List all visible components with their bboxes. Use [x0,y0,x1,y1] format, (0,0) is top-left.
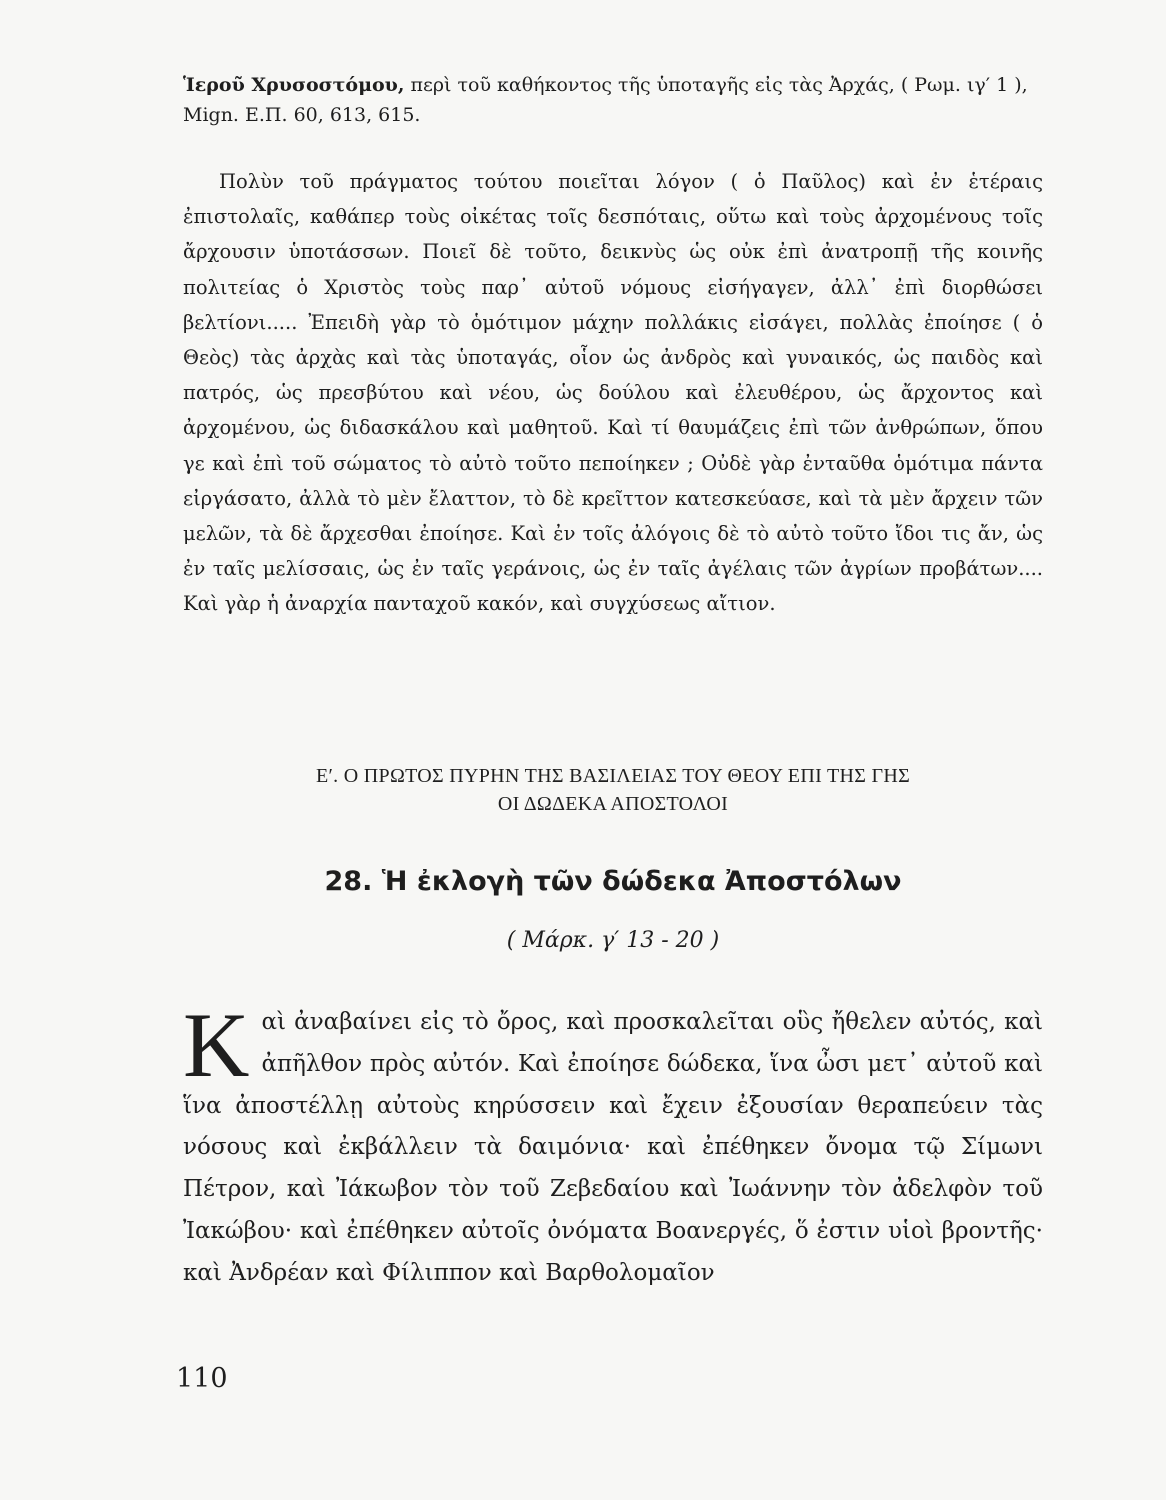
chapter-title: 28. Ἡ ἐκλογὴ τῶν δώδεκα Ἀποστόλων [324,866,902,897]
drop-cap: Κ [183,994,250,1096]
chapter-reference: ( Μάρκ. γ′ 13 - 20 ) [506,928,720,953]
scripture-body: αὶ ἀναβαίνει εἰς τὸ ὄρος, καὶ προσκαλεῖται οὓς ἤθελεν αὐτός, καὶ ἀπῆλθον πρὸς αὐτόν. Καὶ ἐποίησε δώδεκα, ἵνα ὦσι μετ᾽ αὐτοῦ καὶ ἵνα ἀποστέλλῃ αὐτοὺς κηρύσσειν καὶ ἔχειν ἐξουσίαν θεραπεύειν τὰς νόσους καὶ ἐκβάλλειν τὰ δαιμόνια· καὶ ἐπέθηκεν ὄνομα τῷ Σίμωνι Πέτρον, καὶ Ἰάκωβον τὸν τοῦ Ζεβεδαίου καὶ Ἰωάννην τὸν ἀδελφὸν τοῦ Ἰακώβου· καὶ ἐπέθηκεν αὐτοῖς ὀνόματα Βοανεργές, ὅ ἐστιν υἱοὶ βροντῆς· καὶ Ἀνδρέαν καὶ Φίλιππον καὶ Βαρθολομαῖον [183,1009,1043,1286]
scripture-paragraph [183,994,1043,1295]
section-heading-line-1: Ε′. Ο ΠΡΩΤΟΣ ΠΥΡΗΝ ΤΗΣ ΒΑΣΙΛΕΙΑΣ ΤΟΥ ΘΕΟΥ ΕΠΙ ΤΗΣ ΓΗΣ [315,765,911,787]
citation-text: περὶ τοῦ καθήκοντος τῆς ὑποταγῆς εἰς τὰς Ἀρχάς, ( Ρωμ. ιγ′ 1 ), Mign. Ε.Π. 60, 613, 615. [183,74,1028,126]
source-citation [183,70,1043,130]
section-heading-line-2: ΟΙ ΔΩΔΕΚΑ ΑΠΟΣΤΟΛΟΙ [497,793,729,815]
scripture-text [183,994,1043,1295]
quoted-passage [183,164,1043,622]
quote-paragraph: Πολὺν τοῦ πράγματος τούτου ποιεῖται λόγον ( ὁ Παῦλος) καὶ ἐν ἑτέραις ἐπιστολαῖς, καθάπερ τοὺς οἰκέτας τοῖς δεσπόταις, οὕτω καὶ τοὺς ἀρχομένους τοῖς ἄρχουσιν ὑποτάσσων. Ποιεῖ δὲ τοῦτο, δεικνὺς ὡς οὐκ ἐπὶ ἀνατροπῇ τῆς κοινῆς πολιτείας ὁ Χριστὸς τοὺς παρ᾽ αὐτοῦ νόμους εἰσήγαγεν, ἀλλ᾽ ἐπὶ διορθώσει βελτίονι..... Ἐπειδὴ γὰρ τὸ ὁμότιμον μάχην πολλάκις εἰσάγει, πολλὰς ἐποίησε ( ὁ Θεὸς) τὰς ἀρχὰς καὶ τὰς ὑποταγάς, οἷον ὡς ἀνδρὸς καὶ γυναικός, ὡς παιδὸς καὶ πατρός, ὡς πρεσβύτου καὶ νέου, ὡς δούλου καὶ ἐλευθέρου, ὡς ἄρχοντος καὶ ἀρχομένου, ὡς διδασκάλου καὶ μαθητοῦ. Καὶ τί θαυμάζεις ἐπὶ τῶν ἀνθρώπων, ὅπου γε καὶ ἐπὶ τοῦ σώματος τὸ αὐτὸ τοῦτο πεποίηκεν ; Οὐδὲ γὰρ ἐνταῦθα ὁμότιμα πάντα εἰργάσατο, ἀλλὰ τὸ μὲν ἔλαττον, τὸ δὲ κρεῖττον κατεσκεύασε, καὶ τὰ μὲν ἄρχειν τῶν μελῶν, τὰ δὲ ἄρχεσθαι ἐποίησε. Καὶ ἐν τοῖς ἀλόγοις δὲ τὸ αὐτὸ τοῦτο ἴδοι τις ἄν, ὡς ἐν ταῖς μελίσσαις, ὡς ἐν ταῖς γεράνοις, ὡς ἐν ταῖς ἀγέλαις τῶν ἀγρίων προβάτων.... Καὶ γὰρ ἡ ἀναρχία πανταχοῦ κακόν, καὶ συγχύσεως αἴτιον. [183,170,1043,616]
section-heading [183,762,1043,818]
citation-author: Ἱεροῦ Χρυσοστόμου, [183,74,405,96]
page-number: 110 [176,1363,228,1394]
